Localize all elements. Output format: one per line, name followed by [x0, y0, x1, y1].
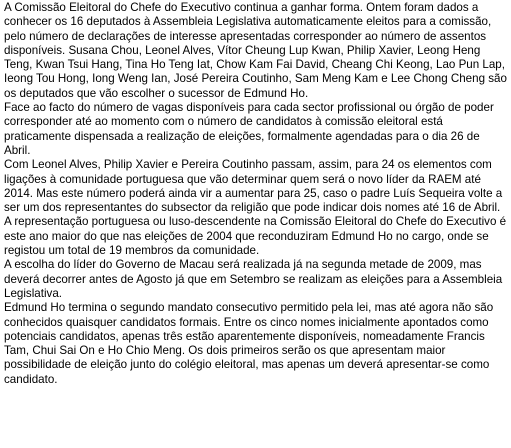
paragraph-4: A representação portuguesa ou luso-descendente na Comissão Eleitoral do Chefe do Executivo é este ano maior do que nas eleições de 2004 que reconduziram Edmund Ho no cargo, onde se registou um total de 19 membros da comunidade.: [4, 215, 507, 258]
paragraph-6: Edmund Ho termina o segundo mandato consecutivo permitido pela lei, mas até agora não são conhecidos quaisquer candidatos formais. Entre os cinco nomes inicialmente apontados como potenciais candidatos, apenas três estão aparentemente disponíveis, nomeadamente Francis Tam, Chui Sai On e Ho Chio Meng. Os dois primeiros serão os que apresentam maior possibilidade de eleição junto do colégio eleitoral, mas apenas um deverá apresentar-se como candidato.: [4, 301, 494, 386]
paragraph-5: A escolha do líder do Governo de Macau será realizada já na segunda metade de 2009, mas deverá decorrer antes de Agosto já que em Setembro se realizam as eleições para a Assembleia Legislativa.: [4, 258, 503, 300]
paragraph-3: Com Leonel Alves, Philip Xavier e Pereira Coutinho passam, assim, para 24 os elementos com ligações à comunidade portuguesa que vão determinar quem será o novo líder da RAEM até 2014. Mas este número poderá ainda vir a aumentar para 25, caso o padre Luís Sequeira volte a ser um dos representantes do subsector da religião que pode indicar dois nomes até 16 de Abril.: [4, 158, 503, 215]
paragraph-2: Face ao facto do número de vagas disponíveis para cada sector profissional ou órgão de poder corresponder até ao momento com o número de candidatos à comissão eleitoral está praticamente dispensada a realização de eleições, formalmente agendadas para o dia 26 de Abril.: [4, 101, 494, 157]
paragraph-1: A Comissão Eleitoral do Chefe do Executivo continua a ganhar forma. Ontem foram dados a conhecer os 16 deputados à Assembleia Legislativa automaticamente eleitos para a comissão, pelo número de declarações de interesse apresentadas corresponder ao número de assentos disponíveis. Susana Chou, Leonel Alves, Vítor Cheung Lup Kwan, Philip Xavier, Leong Heng Teng, Kwan Tsui Hang, Tina Ho Teng Iat, Chow Kam Fai David, Cheang Chi Keong, Lao Pun Lap, Ieong Tou Hong, Iong Weng Ian, José Pereira Coutinho, Sam Meng Kam e Lee Chong Cheng são os deputados que vão escolher o sucessor de Edmund Ho.: [4, 1, 507, 100]
